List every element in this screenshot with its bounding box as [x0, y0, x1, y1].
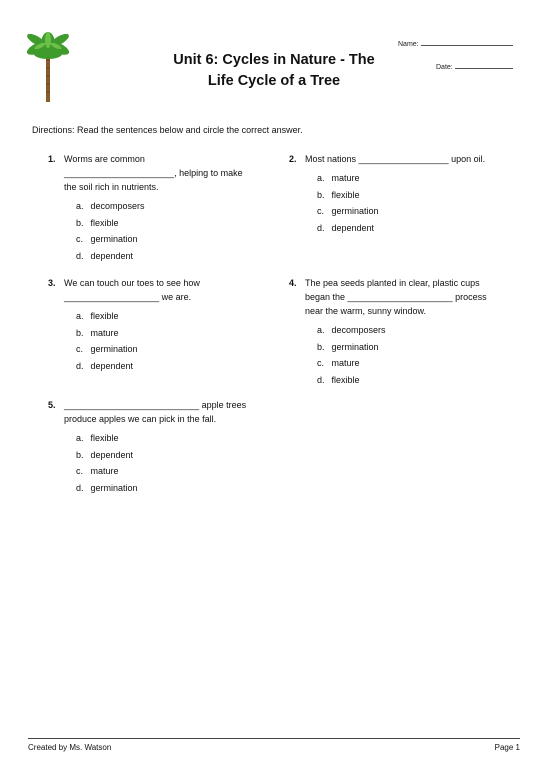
- option-text: flexible: [331, 374, 360, 385]
- question-1: [48, 152, 273, 264]
- question-3: [48, 276, 273, 374]
- answer-option[interactable]: [317, 170, 529, 187]
- question-number: 4.: [289, 278, 297, 288]
- date-blank[interactable]: [455, 68, 513, 69]
- answer-options: [48, 308, 273, 374]
- option-letter: b.: [317, 189, 325, 200]
- option-letter: a.: [76, 311, 84, 321]
- stem-line: The pea seeds planted in clear, plastic cups: [305, 278, 480, 288]
- option-letter: c.: [317, 358, 325, 368]
- title-line-2: Life Cycle of a Tree: [207, 73, 341, 89]
- answer-option[interactable]: [317, 322, 529, 339]
- question-stem: [48, 276, 273, 304]
- answer-option[interactable]: [317, 187, 529, 204]
- question-stem: [289, 276, 529, 318]
- answer-option[interactable]: [76, 248, 273, 265]
- date-field[interactable]: [436, 64, 513, 71]
- stem-line: Most nations __________________ upon oil.: [305, 154, 486, 164]
- question-number: 3.: [48, 278, 56, 288]
- page-number: Page 1: [494, 743, 520, 752]
- option-letter: d.: [76, 250, 84, 261]
- option-letter: c.: [317, 206, 325, 216]
- option-text: mature: [331, 173, 360, 183]
- answer-option[interactable]: [76, 447, 273, 464]
- option-text: germination: [331, 206, 379, 216]
- option-letter: b.: [317, 341, 325, 352]
- stem-line: began the _____________________ process: [305, 292, 487, 302]
- option-letter: d.: [76, 482, 84, 493]
- option-text: germination: [90, 344, 138, 354]
- stem-line: the soil rich in nutrients.: [64, 182, 159, 192]
- question-stem: [48, 152, 273, 194]
- stem-line: ______________________, helping to make: [64, 168, 243, 178]
- option-text: germination: [331, 341, 379, 352]
- option-letter: c.: [76, 466, 84, 476]
- footer-divider: [28, 738, 520, 739]
- question-number: 1.: [48, 154, 56, 164]
- option-text: germination: [90, 234, 138, 244]
- question-number: 2.: [289, 154, 297, 164]
- option-text: flexible: [90, 433, 119, 443]
- option-letter: b.: [76, 217, 84, 228]
- option-letter: a.: [76, 201, 84, 211]
- answer-option[interactable]: [76, 308, 273, 325]
- answer-option[interactable]: [76, 430, 273, 447]
- option-letter: a.: [317, 173, 325, 183]
- answer-option[interactable]: [76, 341, 273, 358]
- title-line-1: Unit 6: Cycles in Nature - The: [173, 52, 375, 68]
- option-letter: b.: [76, 449, 84, 460]
- answer-option[interactable]: [76, 480, 273, 497]
- name-blank[interactable]: [421, 45, 513, 46]
- question-5: [48, 398, 273, 496]
- option-letter: c.: [76, 344, 84, 354]
- answer-option[interactable]: [317, 220, 529, 237]
- answer-options: [48, 430, 273, 496]
- answer-option[interactable]: [76, 358, 273, 375]
- answer-options: [289, 170, 529, 236]
- question-4: [289, 276, 529, 388]
- option-letter: d.: [317, 374, 325, 385]
- name-label: Name:: [398, 41, 419, 48]
- option-text: decomposers: [331, 325, 386, 335]
- answer-option[interactable]: [76, 215, 273, 232]
- page-title: [140, 50, 408, 92]
- option-text: flexible: [90, 217, 119, 228]
- answer-option[interactable]: [317, 339, 529, 356]
- option-letter: c.: [76, 234, 84, 244]
- footer-author: Created by Ms. Watson: [28, 743, 112, 752]
- option-text: flexible: [331, 189, 360, 200]
- stem-line: Worms are common: [64, 154, 145, 164]
- option-text: dependent: [90, 360, 134, 371]
- answer-option[interactable]: [76, 231, 273, 248]
- answer-option[interactable]: [317, 372, 529, 389]
- question-stem: [48, 398, 273, 426]
- option-letter: a.: [76, 433, 84, 443]
- option-text: flexible: [90, 311, 119, 321]
- option-text: decomposers: [90, 201, 145, 211]
- option-text: mature: [331, 358, 360, 368]
- question-2: [289, 152, 529, 236]
- option-text: mature: [90, 327, 119, 338]
- stem-line: We can touch our toes to see how: [64, 278, 200, 288]
- palm-tree-icon: [26, 30, 70, 104]
- answer-options: [48, 198, 273, 264]
- question-stem: [289, 152, 529, 166]
- option-text: dependent: [331, 222, 375, 233]
- answer-option[interactable]: [76, 198, 273, 215]
- option-letter: d.: [76, 360, 84, 371]
- answer-option[interactable]: [76, 463, 273, 480]
- stem-line: ___________________________ apple trees: [64, 400, 247, 410]
- directions: Directions: Read the sentences below and circle the correct answer.: [32, 125, 303, 135]
- stem-line: produce apples we can pick in the fall.: [64, 414, 217, 424]
- option-letter: d.: [317, 222, 325, 233]
- option-text: mature: [90, 466, 119, 476]
- name-field[interactable]: [398, 41, 513, 48]
- option-text: germination: [90, 482, 138, 493]
- stem-line: ___________________ we are.: [64, 292, 192, 302]
- answer-option[interactable]: [317, 203, 529, 220]
- answer-option[interactable]: [76, 325, 273, 342]
- option-text: dependent: [90, 250, 134, 261]
- option-text: dependent: [90, 449, 134, 460]
- question-number: 5.: [48, 400, 56, 410]
- answer-options: [289, 322, 529, 388]
- answer-option[interactable]: [317, 355, 529, 372]
- option-letter: a.: [317, 325, 325, 335]
- stem-line: near the warm, sunny window.: [305, 306, 427, 316]
- option-letter: b.: [76, 327, 84, 338]
- date-label: Date:: [436, 64, 453, 71]
